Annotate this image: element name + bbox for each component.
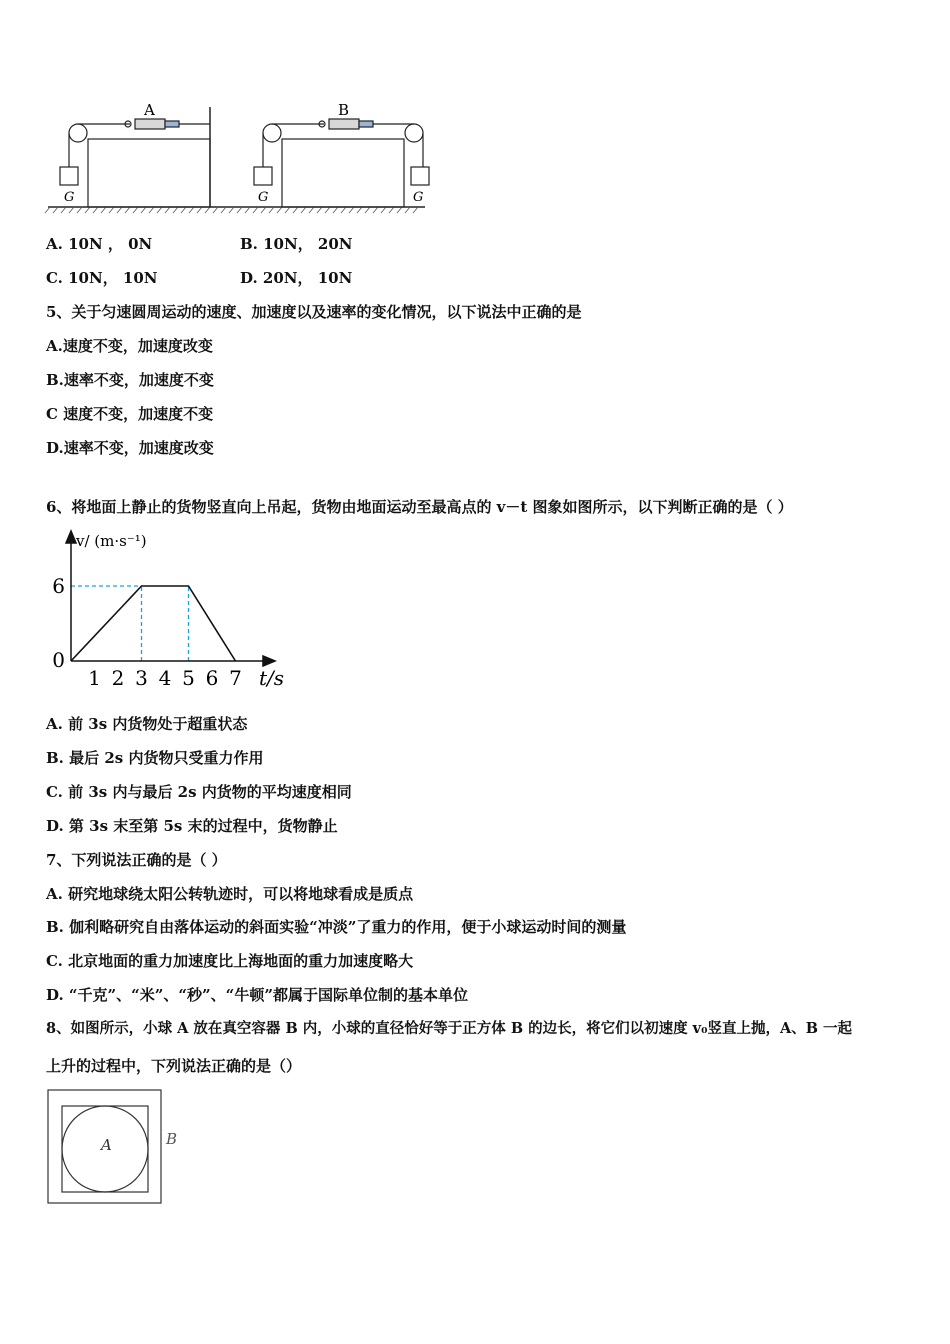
setup-a: [60, 107, 210, 207]
setup-b: [254, 119, 429, 207]
weight-label-a: G: [64, 190, 75, 205]
q6-option-a: A. 前 3s 内货物处于超重状态: [46, 715, 248, 733]
y-axis-label: v/ (m·s⁻¹): [76, 532, 147, 550]
y-tick-label-6: 6: [52, 574, 65, 598]
x-tick-label-1: 1: [88, 666, 101, 690]
q7-stem: 7、下列说法正确的是（ ）: [46, 851, 227, 869]
series-line-0: [71, 586, 236, 661]
q7-option-d: D. “千克”、“米”、“秒”、“牛顿”都属于国际单位制的基本单位: [46, 986, 468, 1004]
q5-option-c: C 速度不变，加速度不变: [46, 405, 214, 423]
q6-option-d: D. 第 3s 末至第 5s 末的过程中，货物静止: [46, 817, 338, 835]
origin-label: 0: [52, 648, 65, 672]
x-tick-label-4: 4: [158, 666, 172, 690]
q7-option-c: C. 北京地面的重力加速度比上海地面的重力加速度略大: [46, 952, 414, 970]
label-a: A: [144, 101, 155, 119]
x-tick-label-3: 3: [135, 666, 148, 690]
q4-option-b: B. 10N， 20N: [240, 235, 353, 253]
x-tick-label-7: 7: [229, 666, 242, 690]
q5-option-a: A.速度不变，加速度改变: [46, 337, 213, 355]
q5-stem: 5、关于匀速圆周运动的速度、加速度以及速率的变化情况，以下说法中正确的是: [46, 303, 582, 321]
x-tick-label-5: 5: [182, 666, 195, 690]
weight-label-b-right: G: [413, 190, 424, 205]
x-axis-label: t/s: [259, 666, 285, 690]
q8-stem-line1: 8、如图所示，小球 A 放在真空容器 B 内，小球的直径恰好等于正方体 B 的边长，将它们以初速度 v₀竖直上抛，A、B 一起: [46, 1020, 853, 1037]
q4-option-a: A. 10N ， 0N: [46, 235, 153, 253]
q5-option-b: B.速率不变，加速度不变: [46, 371, 214, 389]
q6-option-c: C. 前 3s 内与最后 2s 内货物的平均速度相同: [46, 783, 352, 801]
q4-option-c: C. 10N， 10N: [46, 269, 158, 287]
weight-label-b-left: G: [258, 190, 269, 205]
x-tick-label-6: 6: [205, 666, 219, 690]
vt-chart: [45, 525, 295, 695]
q4-option-d: D. 20N， 10N: [240, 269, 353, 287]
container-label: B: [166, 1130, 178, 1148]
spring-scale-figure: [40, 95, 440, 220]
container-figure: [46, 1088, 196, 1208]
q8-stem-line2: 上升的过程中，下列说法正确的是（）: [46, 1057, 302, 1075]
q5-option-d: D.速率不变，加速度改变: [46, 439, 214, 457]
q6-stem: 6、将地面上静止的货物竖直向上吊起，货物由地面运动至最高点的 v－t 图象如图所示，以下判断正确的是（ ）: [46, 498, 793, 516]
q7-option-b: B. 伽利略研究自由落体运动的斜面实验“冲淡”了重力的作用，便于小球运动时间的测量: [46, 918, 627, 936]
x-tick-label-2: 2: [111, 666, 125, 690]
q7-option-a: A. 研究地球绕太阳公转轨迹时，可以将地球看成是质点: [46, 885, 414, 903]
q6-option-b: B. 最后 2s 内货物只受重力作用: [46, 749, 264, 767]
label-b: B: [338, 101, 350, 119]
ball-label: A: [101, 1136, 112, 1154]
